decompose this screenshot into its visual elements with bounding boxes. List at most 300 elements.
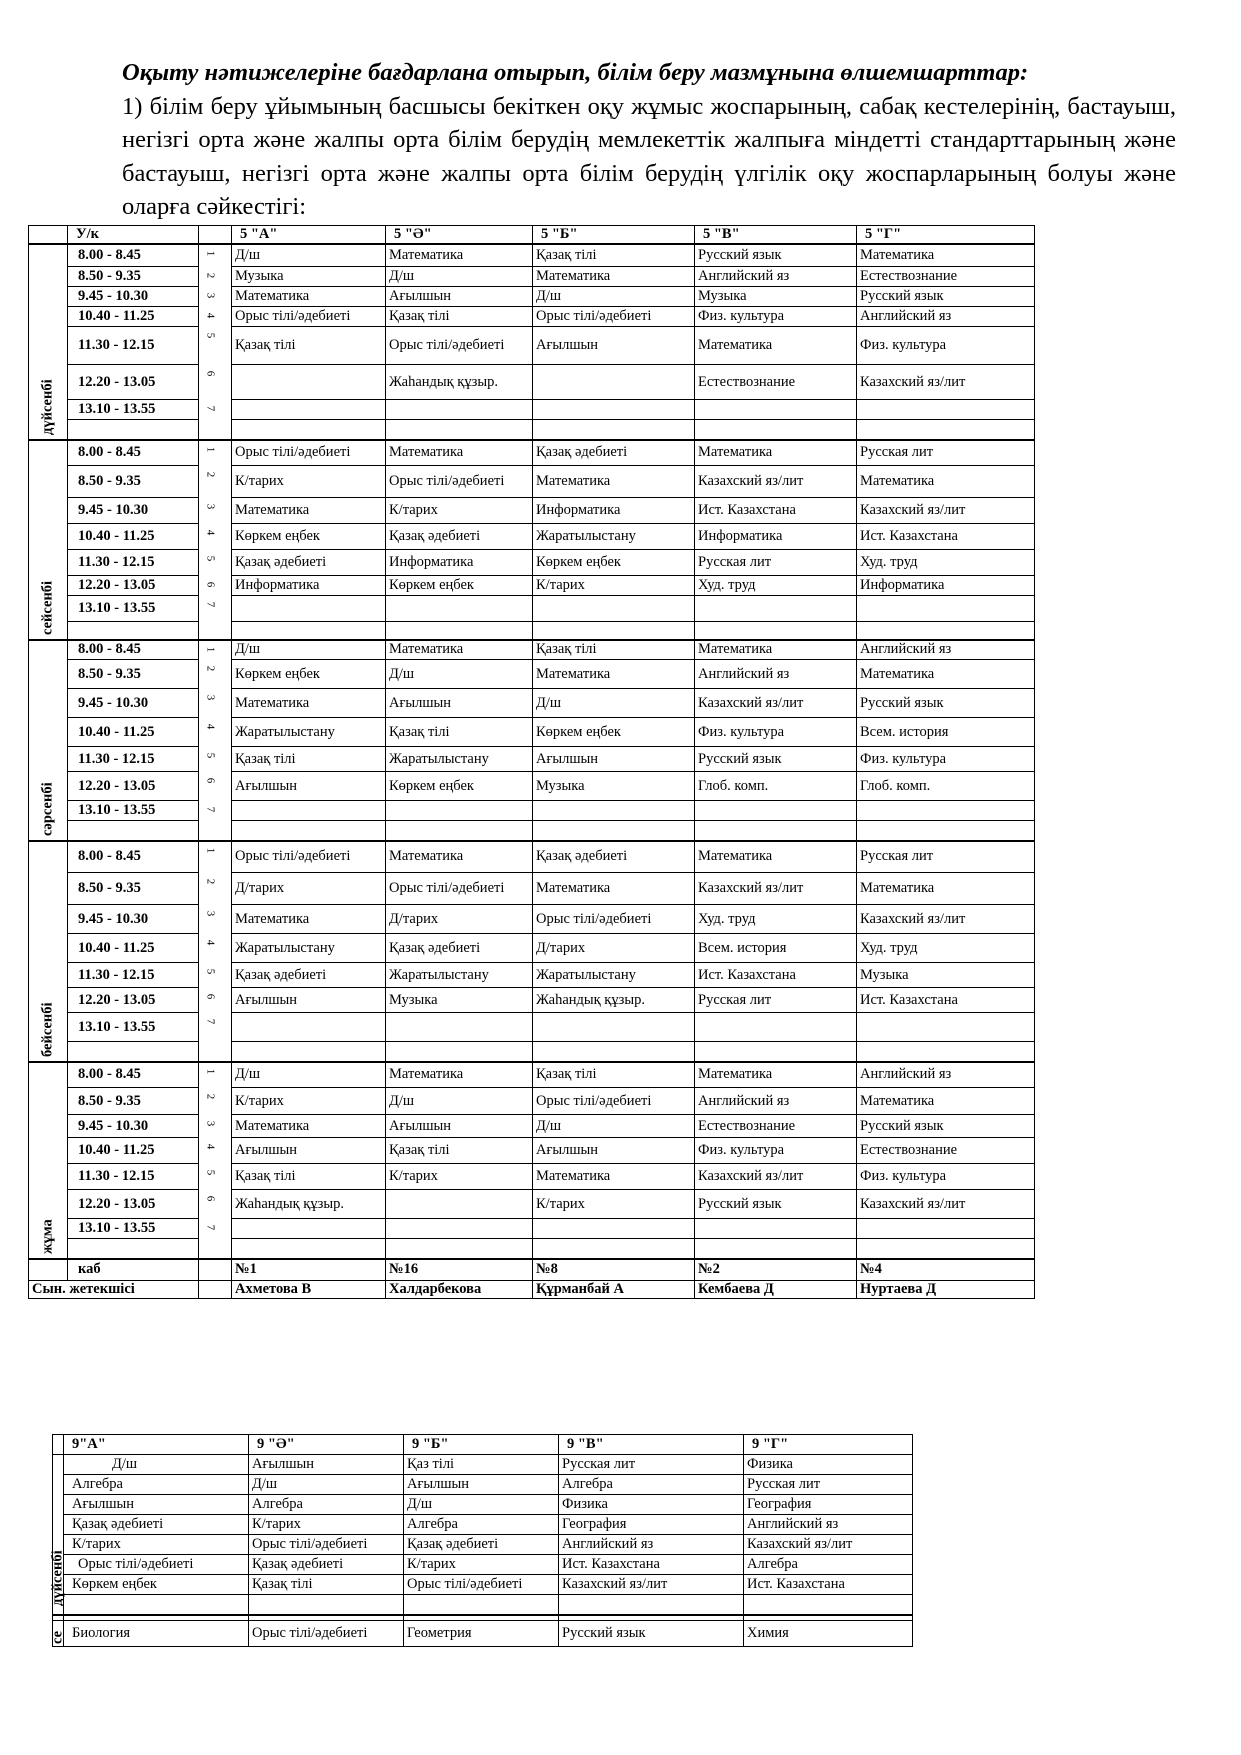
subject-cell: Информатика bbox=[695, 524, 857, 550]
subject-cell: Казахский яз/лит bbox=[857, 498, 1035, 524]
subject-cell: К/тарих bbox=[533, 576, 695, 596]
subject-cell bbox=[695, 801, 857, 821]
blank-cell bbox=[386, 420, 533, 440]
subject-cell: Орыс тілі/әдебиеті bbox=[232, 307, 386, 327]
lesson-number: 3 bbox=[204, 694, 217, 700]
lesson-number-cell bbox=[199, 327, 232, 365]
subject-cell: Английский яз bbox=[695, 1088, 857, 1115]
lesson-number: 4 bbox=[204, 529, 217, 535]
subject-cell: Английский яз bbox=[857, 640, 1035, 660]
subject-cell: Английский яз bbox=[695, 267, 857, 287]
table-row bbox=[53, 1621, 913, 1647]
subject-cell: Көркем еңбек bbox=[386, 576, 533, 596]
subject-cell: Д/ш bbox=[232, 640, 386, 660]
time-cell: 9.45 - 10.30 bbox=[68, 905, 199, 934]
subject-cell: Ағылшын bbox=[249, 1455, 404, 1475]
blank-row bbox=[29, 622, 1035, 640]
lesson-number-cell bbox=[199, 1138, 232, 1164]
subject-cell: Информатика bbox=[857, 576, 1035, 596]
header-cell: 9 "Г" bbox=[744, 1435, 913, 1455]
lesson-number: 4 bbox=[204, 723, 217, 729]
subject-cell: Математика bbox=[857, 466, 1035, 498]
time-cell: 10.40 - 11.25 bbox=[68, 934, 199, 963]
subject-cell: Английский яз bbox=[857, 1062, 1035, 1088]
header-row bbox=[53, 1435, 913, 1455]
lesson-number-cell bbox=[199, 718, 232, 747]
subject-cell: Қазақ тілі bbox=[386, 307, 533, 327]
subject-cell: Алгебра bbox=[64, 1475, 249, 1495]
subject-cell: Д/тарих bbox=[533, 934, 695, 963]
blank-cell bbox=[199, 420, 232, 440]
subject-cell bbox=[404, 1595, 559, 1615]
time-cell: 10.40 - 11.25 bbox=[68, 718, 199, 747]
subject-cell: Алгебра bbox=[249, 1495, 404, 1515]
lesson-number: 5 bbox=[204, 332, 217, 338]
teacher-cell: Кембаева Д bbox=[695, 1281, 857, 1299]
lesson-number: 1 bbox=[204, 847, 217, 853]
time-cell: 8.50 - 9.35 bbox=[68, 466, 199, 498]
subject-cell bbox=[386, 1219, 533, 1239]
subject-cell: Всем. история bbox=[857, 718, 1035, 747]
blank-cell bbox=[695, 622, 857, 640]
subject-cell: Қаз тілі bbox=[404, 1455, 559, 1475]
subject-cell: Алгебра bbox=[404, 1515, 559, 1535]
cabinet-cell: №2 bbox=[695, 1259, 857, 1281]
subject-cell: Қазақ әдебиеті bbox=[533, 440, 695, 466]
lesson-number: 5 bbox=[204, 968, 217, 974]
subject-cell: Математика bbox=[533, 1164, 695, 1190]
cabinet-row bbox=[29, 1259, 1035, 1281]
subject-cell: Русский язык bbox=[695, 244, 857, 267]
subject-cell: Қазақ тілі bbox=[249, 1575, 404, 1595]
subject-cell: Орыс тілі/әдебиеті bbox=[232, 440, 386, 466]
subject-cell: Математика bbox=[533, 267, 695, 287]
subject-cell: Қазақ тілі bbox=[533, 640, 695, 660]
lesson-number: 2 bbox=[204, 1093, 217, 1099]
subject-cell bbox=[857, 400, 1035, 420]
subject-cell: Жаратылыстану bbox=[533, 963, 695, 988]
blank-cell bbox=[533, 1239, 695, 1259]
subject-cell: Казахский яз/лит bbox=[695, 1164, 857, 1190]
subject-cell: Музыка bbox=[533, 772, 695, 801]
subject-cell: Казахский яз/лит bbox=[744, 1535, 913, 1555]
table-row bbox=[29, 524, 1035, 550]
subject-cell: Физ. культура bbox=[695, 307, 857, 327]
cabinet-cell: №4 bbox=[857, 1259, 1035, 1281]
grade9-schedule-table bbox=[49, 1434, 913, 1647]
lesson-number-cell bbox=[199, 498, 232, 524]
time-cell: 13.10 - 13.55 bbox=[68, 596, 199, 622]
subject-cell: Физ. культура bbox=[695, 1138, 857, 1164]
time-cell: 11.30 - 12.15 bbox=[68, 747, 199, 772]
subject-cell: Орыс тілі/әдебиеті bbox=[533, 905, 695, 934]
lesson-number-cell bbox=[199, 1115, 232, 1138]
subject-cell: Математика bbox=[857, 244, 1035, 267]
lesson-number-cell bbox=[199, 801, 232, 821]
header-cell: 9 "Ә" bbox=[249, 1435, 404, 1455]
subject-cell: Жаһандық құзыр. bbox=[533, 988, 695, 1013]
subject-cell: Орыс тілі/әдебиеті bbox=[249, 1535, 404, 1555]
table-row bbox=[53, 1575, 913, 1595]
subject-cell: Ист. Казахстана bbox=[695, 963, 857, 988]
subject-cell: Математика bbox=[695, 440, 857, 466]
subject-cell bbox=[744, 1595, 913, 1615]
subject-cell: Математика bbox=[232, 905, 386, 934]
lesson-number-cell bbox=[199, 660, 232, 689]
subject-cell: Қазақ әдебиеті bbox=[533, 841, 695, 873]
subject-cell: Казахский яз/лит bbox=[857, 365, 1035, 400]
header-cell: 5 "В" bbox=[695, 226, 857, 244]
corner-cell bbox=[53, 1435, 64, 1455]
subject-cell: Қазақ тілі bbox=[533, 1062, 695, 1088]
lesson-number: 3 bbox=[204, 292, 217, 298]
blank-cell bbox=[232, 420, 386, 440]
corner-cell bbox=[29, 226, 68, 244]
lesson-number: 1 bbox=[204, 446, 217, 452]
subject-cell: Д/ш bbox=[249, 1475, 404, 1495]
subject-cell bbox=[695, 596, 857, 622]
subject-cell: Ағылшын bbox=[404, 1475, 559, 1495]
time-cell: 10.40 - 11.25 bbox=[68, 1138, 199, 1164]
subject-cell bbox=[857, 1219, 1035, 1239]
subject-cell bbox=[386, 801, 533, 821]
subject-cell: Алгебра bbox=[744, 1555, 913, 1575]
blank-cell bbox=[695, 821, 857, 841]
table-row bbox=[29, 772, 1035, 801]
subject-cell: Английский яз bbox=[695, 660, 857, 689]
subject-cell: Ағылшын bbox=[232, 772, 386, 801]
blank-cell bbox=[68, 821, 199, 841]
subject-cell: Алгебра bbox=[559, 1475, 744, 1495]
day-label-cell bbox=[29, 640, 68, 841]
subject-cell: Информатика bbox=[386, 550, 533, 576]
subject-cell: К/тарих bbox=[386, 498, 533, 524]
grade5-schedule-table bbox=[28, 225, 1035, 1299]
subject-cell: Қазақ әдебиеті bbox=[404, 1535, 559, 1555]
lesson-number: 6 bbox=[204, 581, 217, 587]
lesson-number-cell bbox=[199, 689, 232, 718]
subject-cell: Орыс тілі/әдебиеті bbox=[64, 1555, 249, 1575]
time-cell: 8.00 - 8.45 bbox=[68, 440, 199, 466]
heading-body: 1) білім беру ұйымының басшысы бекіткен оқу жұмыс жоспарының, сабақ кестелерінің, бастауыш, негізгі орта және жалпы орта білім берудің мемлекеттік жалпыға міндетті стандарттарының және бастауыш, негізгі орта және жалпы орта білім берудің үлгілік оқу жоспарларының болуы және оларға сәйкестігі: bbox=[122, 92, 1176, 220]
subject-cell: Математика bbox=[386, 841, 533, 873]
subject-cell: Д/ш bbox=[386, 267, 533, 287]
subject-cell: Естествознание bbox=[857, 267, 1035, 287]
subject-cell: Қазақ әдебиеті bbox=[386, 934, 533, 963]
table-row bbox=[29, 596, 1035, 622]
time-cell: 8.50 - 9.35 bbox=[68, 873, 199, 905]
subject-cell: Русский язык bbox=[559, 1621, 744, 1647]
subject-cell: Физ. культура bbox=[857, 747, 1035, 772]
table-row bbox=[29, 963, 1035, 988]
table-row bbox=[29, 1219, 1035, 1239]
time-cell: 10.40 - 11.25 bbox=[68, 307, 199, 327]
subject-cell: Русский язык bbox=[695, 1190, 857, 1219]
table-row bbox=[29, 1062, 1035, 1088]
subject-cell: Орыс тілі/әдебиеті bbox=[386, 873, 533, 905]
cabinet-label: каб bbox=[68, 1259, 199, 1281]
lesson-number: 5 bbox=[204, 555, 217, 561]
subject-cell: Математика bbox=[232, 287, 386, 307]
blank-cell bbox=[857, 821, 1035, 841]
lesson-number: 3 bbox=[204, 1120, 217, 1126]
time-cell: 12.20 - 13.05 bbox=[68, 365, 199, 400]
time-cell: 13.10 - 13.55 bbox=[68, 1219, 199, 1239]
subject-cell: Математика bbox=[533, 660, 695, 689]
day-label: сәрсенбі bbox=[39, 781, 56, 836]
subject-cell: Математика bbox=[232, 689, 386, 718]
blank-cell bbox=[695, 1239, 857, 1259]
blank-cell bbox=[199, 622, 232, 640]
subject-cell: Физ. культура bbox=[857, 327, 1035, 365]
subject-cell: Д/ш bbox=[386, 1088, 533, 1115]
table-row bbox=[53, 1455, 913, 1475]
subject-cell: Қазақ тілі bbox=[533, 244, 695, 267]
subject-cell: Жаһандық құзыр. bbox=[232, 1190, 386, 1219]
blank-cell bbox=[232, 1239, 386, 1259]
subject-cell: Жаратылыстану bbox=[232, 718, 386, 747]
day-label-cell bbox=[29, 244, 68, 440]
lesson-number-cell bbox=[199, 963, 232, 988]
table-row bbox=[29, 244, 1035, 267]
subject-cell bbox=[232, 1013, 386, 1042]
subject-cell: Музыка bbox=[232, 267, 386, 287]
teacher-cell: Құрманбай А bbox=[533, 1281, 695, 1299]
subject-cell: Қазақ әдебиеті bbox=[249, 1555, 404, 1575]
subject-cell: Ағылшын bbox=[232, 1138, 386, 1164]
table-row bbox=[53, 1515, 913, 1535]
table-row bbox=[29, 689, 1035, 718]
blank-cell bbox=[533, 821, 695, 841]
subject-cell: Русская лит bbox=[695, 550, 857, 576]
subject-cell: Д/тарих bbox=[232, 873, 386, 905]
lesson-number: 2 bbox=[204, 471, 217, 477]
blank-cell bbox=[386, 622, 533, 640]
subject-cell: Ағылшын bbox=[64, 1495, 249, 1515]
subject-cell bbox=[857, 596, 1035, 622]
subject-cell: Орыс тілі/әдебиеті bbox=[386, 466, 533, 498]
subject-cell bbox=[232, 400, 386, 420]
subject-cell: Ист. Казахстана bbox=[744, 1575, 913, 1595]
header-cell: 9 "Б" bbox=[404, 1435, 559, 1455]
table-row bbox=[53, 1595, 913, 1615]
time-cell: 12.20 - 13.05 bbox=[68, 576, 199, 596]
lesson-number: 4 bbox=[204, 939, 217, 945]
subject-cell: География bbox=[744, 1495, 913, 1515]
lesson-number-cell bbox=[199, 596, 232, 622]
blank-cell bbox=[68, 1042, 199, 1062]
subject-cell: Худ. труд bbox=[857, 550, 1035, 576]
cabinet-cell: №1 bbox=[232, 1259, 386, 1281]
subject-cell: Математика bbox=[695, 841, 857, 873]
blank-cell bbox=[68, 420, 199, 440]
lesson-number-cell bbox=[199, 1013, 232, 1042]
subject-cell: Орыс тілі/әдебиеті bbox=[232, 841, 386, 873]
blank-cell bbox=[857, 1239, 1035, 1259]
table-row bbox=[29, 1013, 1035, 1042]
subject-cell: Казахский яз/лит bbox=[695, 873, 857, 905]
teacher-label: Сын. жетекшісі bbox=[29, 1281, 199, 1299]
subject-cell: Жаратылыстану bbox=[386, 747, 533, 772]
table-row bbox=[29, 400, 1035, 420]
subject-cell: Геометрия bbox=[404, 1621, 559, 1647]
time-cell: 13.10 - 13.55 bbox=[68, 1013, 199, 1042]
subject-cell: Худ. труд bbox=[857, 934, 1035, 963]
subject-cell: Информатика bbox=[232, 576, 386, 596]
subject-cell: Жаратылыстану bbox=[386, 963, 533, 988]
blank-cell bbox=[68, 622, 199, 640]
table-row bbox=[29, 327, 1035, 365]
header-cell bbox=[199, 226, 232, 244]
table-row bbox=[29, 905, 1035, 934]
time-cell: 8.00 - 8.45 bbox=[68, 640, 199, 660]
subject-cell bbox=[533, 596, 695, 622]
subject-cell: К/тарих bbox=[404, 1555, 559, 1575]
blank-cell bbox=[533, 1042, 695, 1062]
subject-cell bbox=[232, 596, 386, 622]
time-cell: 10.40 - 11.25 bbox=[68, 524, 199, 550]
subject-cell: К/тарих bbox=[386, 1164, 533, 1190]
subject-cell: Глоб. комп. bbox=[857, 772, 1035, 801]
subject-cell: Худ. труд bbox=[695, 576, 857, 596]
header-cell: 9 "В" bbox=[559, 1435, 744, 1455]
lesson-number: 1 bbox=[204, 646, 217, 652]
subject-cell: Қазақ әдебиеті bbox=[232, 550, 386, 576]
time-cell: 9.45 - 10.30 bbox=[68, 498, 199, 524]
subject-cell bbox=[533, 801, 695, 821]
lesson-number: 3 bbox=[204, 910, 217, 916]
lesson-number-cell bbox=[199, 1164, 232, 1190]
day-label: дүйсенбі bbox=[49, 1549, 66, 1606]
subject-cell: Математика bbox=[386, 244, 533, 267]
subject-cell: Математика bbox=[386, 640, 533, 660]
subject-cell: Английский яз bbox=[857, 307, 1035, 327]
subject-cell: Көркем еңбек bbox=[386, 772, 533, 801]
table-row bbox=[29, 365, 1035, 400]
header-cell: У/к bbox=[68, 226, 199, 244]
subject-cell: Математика bbox=[533, 466, 695, 498]
day-label-cell bbox=[49, 1621, 66, 1647]
blank-cell bbox=[29, 1259, 68, 1281]
lesson-number-cell bbox=[199, 905, 232, 934]
subject-cell: Худ. труд bbox=[695, 905, 857, 934]
subject-cell: Д/ш bbox=[404, 1495, 559, 1515]
blank-cell bbox=[695, 1042, 857, 1062]
subject-cell: Естествознание bbox=[695, 1115, 857, 1138]
lesson-number: 7 bbox=[204, 1018, 217, 1024]
lesson-number-cell bbox=[199, 1062, 232, 1088]
table-row bbox=[29, 466, 1035, 498]
subject-cell: Казахский яз/лит bbox=[695, 689, 857, 718]
lesson-number: 7 bbox=[204, 601, 217, 607]
time-cell: 8.00 - 8.45 bbox=[68, 244, 199, 267]
lesson-number-cell bbox=[199, 267, 232, 287]
lesson-number: 6 bbox=[204, 777, 217, 783]
day-label-cell bbox=[49, 1455, 66, 1615]
subject-cell: Д/ш bbox=[533, 287, 695, 307]
subject-cell: Русская лит bbox=[857, 841, 1035, 873]
subject-cell: Естествознание bbox=[695, 365, 857, 400]
time-cell: 12.20 - 13.05 bbox=[68, 988, 199, 1013]
subject-cell: Естествознание bbox=[857, 1138, 1035, 1164]
time-cell: 13.10 - 13.55 bbox=[68, 801, 199, 821]
day-label-cell bbox=[29, 440, 68, 640]
lesson-number-cell bbox=[199, 466, 232, 498]
teacher-row bbox=[29, 1281, 1035, 1299]
lesson-number: 7 bbox=[204, 1224, 217, 1230]
header-cell: 5 "А" bbox=[232, 226, 386, 244]
lesson-number: 4 bbox=[204, 1143, 217, 1149]
subject-cell: Д/ш bbox=[533, 689, 695, 718]
subject-cell: Биология bbox=[64, 1621, 249, 1647]
subject-cell: Русский язык bbox=[695, 747, 857, 772]
subject-cell: Ағылшын bbox=[386, 287, 533, 307]
lesson-number-cell bbox=[199, 934, 232, 963]
table-row bbox=[29, 1138, 1035, 1164]
subject-cell bbox=[533, 1219, 695, 1239]
lesson-number: 1 bbox=[204, 250, 217, 256]
subject-cell: Жаратылыстану bbox=[533, 524, 695, 550]
heading-title: Оқыту нәтижелеріне бағдарлана отырып, білім беру мазмұнына өлшемшарттар: bbox=[122, 59, 1029, 86]
blank-cell bbox=[386, 1239, 533, 1259]
subject-cell: Д/ш bbox=[232, 244, 386, 267]
subject-cell: Орыс тілі/әдебиеті bbox=[386, 327, 533, 365]
subject-cell: Орыс тілі/әдебиеті bbox=[404, 1575, 559, 1595]
subject-cell: Ағылшын bbox=[386, 1115, 533, 1138]
table-row bbox=[29, 873, 1035, 905]
subject-cell: Жаһандық құзыр. bbox=[386, 365, 533, 400]
subject-cell: Математика bbox=[533, 873, 695, 905]
lesson-number: 1 bbox=[204, 1068, 217, 1074]
lesson-number-cell bbox=[199, 400, 232, 420]
table-row bbox=[29, 988, 1035, 1013]
subject-cell: Всем. история bbox=[695, 934, 857, 963]
cabinet-cell: №16 bbox=[386, 1259, 533, 1281]
subject-cell: Физика bbox=[744, 1455, 913, 1475]
subject-cell: Қазақ тілі bbox=[386, 718, 533, 747]
subject-cell: Казахский яз/лит bbox=[559, 1575, 744, 1595]
subject-cell bbox=[695, 1219, 857, 1239]
subject-cell: Физика bbox=[559, 1495, 744, 1515]
table-row bbox=[29, 287, 1035, 307]
day-label-cell bbox=[29, 1062, 68, 1259]
day-label: се bbox=[49, 1630, 66, 1644]
lesson-number: 5 bbox=[204, 1169, 217, 1175]
blank-cell bbox=[232, 1042, 386, 1062]
teacher-cell: Ахметова В bbox=[232, 1281, 386, 1299]
subject-cell: Қазақ тілі bbox=[386, 1138, 533, 1164]
subject-cell: Ағылшын bbox=[386, 689, 533, 718]
lesson-number-cell bbox=[199, 873, 232, 905]
table-row bbox=[29, 498, 1035, 524]
day-label-cell bbox=[29, 841, 68, 1062]
table-row bbox=[29, 440, 1035, 466]
subject-cell bbox=[533, 400, 695, 420]
lesson-number: 6 bbox=[204, 1195, 217, 1201]
table-row bbox=[29, 1115, 1035, 1138]
subject-cell: Қазақ әдебиеті bbox=[386, 524, 533, 550]
subject-cell: Ист. Казахстана bbox=[559, 1555, 744, 1575]
time-cell: 11.30 - 12.15 bbox=[68, 550, 199, 576]
blank-cell bbox=[386, 821, 533, 841]
subject-cell: Музыка bbox=[695, 287, 857, 307]
header-cell: 5 "Б" bbox=[533, 226, 695, 244]
subject-cell: Қазақ әдебиеті bbox=[232, 963, 386, 988]
subject-cell bbox=[695, 1013, 857, 1042]
subject-cell bbox=[533, 1013, 695, 1042]
time-cell: 11.30 - 12.15 bbox=[68, 963, 199, 988]
header-cell: 5 "Г" bbox=[857, 226, 1035, 244]
